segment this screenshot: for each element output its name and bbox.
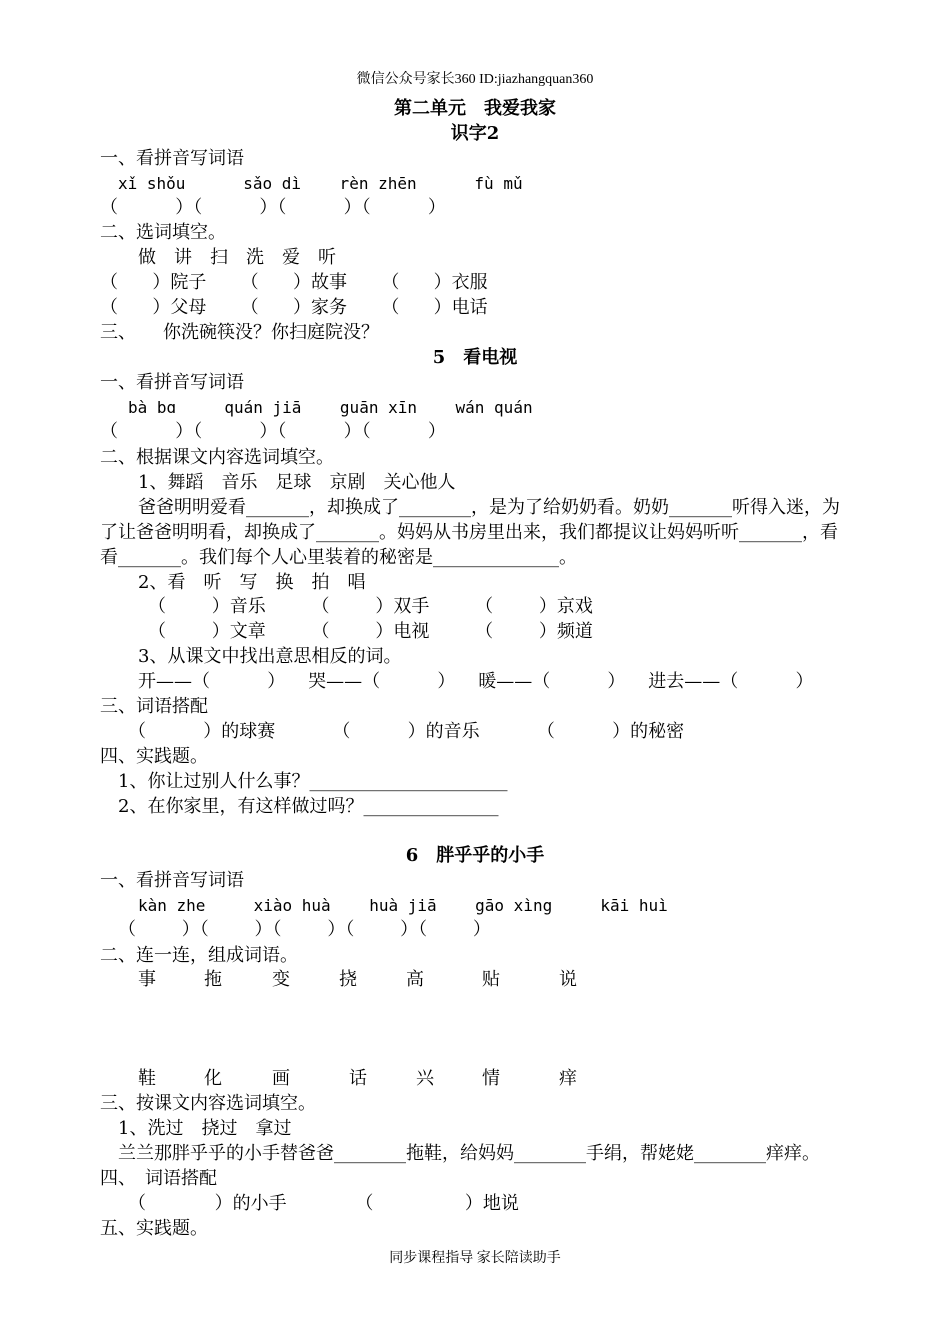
lesson-title-5: 5 看电视 xyxy=(432,347,518,368)
match-char-bottom[interactable]: 鞋 xyxy=(138,1068,156,1089)
match-char-bottom[interactable]: 兴 xyxy=(416,1068,434,1089)
fill-blank-row[interactable]: （ ）父母 （ ）家务 （ ）电话 xyxy=(100,297,488,318)
answer-blanks[interactable]: （ ）（ ）（ ）（ ） xyxy=(100,421,446,442)
fill-blank-row[interactable]: （ ）文章 （ ）电视 （ ）频道 xyxy=(148,621,593,642)
section-heading: 四、实践题。 xyxy=(100,746,208,767)
match-char-bottom[interactable]: 话 xyxy=(349,1068,367,1089)
section-heading: 一、看拼音写词语 xyxy=(100,148,244,169)
passage-line[interactable]: 爸爸明明爱看_______，却换成了________，是为了给奶奶看。奶奶_______听得入迷，为 xyxy=(138,497,840,518)
antonym-row[interactable]: 开——（ ） 哭——（ ） 暖——（ ） 进去——（ ） xyxy=(138,671,814,692)
section-heading: 三、 你洗碗筷没？你扫庭院没？ xyxy=(100,322,379,343)
word-bank: 做 讲 扫 洗 爱 听 xyxy=(138,247,336,268)
match-char-top[interactable]: 拖 xyxy=(204,969,222,990)
section-heading: 二、根据课文内容选词填空。 xyxy=(100,447,334,468)
fill-blank-row[interactable]: （ ）音乐 （ ）双手 （ ）京戏 xyxy=(148,596,593,617)
unit-title: 第二单元 我爱我家 xyxy=(394,98,556,119)
practice-question[interactable]: 2、在你家里，有这样做过吗？_______________ xyxy=(118,796,499,817)
passage-line[interactable]: 了让爸爸明明看，却换成了_______。妈妈从书房里出来，我们都提议让妈妈听听_______，看 xyxy=(100,522,838,543)
section-heading: 五、实践题。 xyxy=(100,1218,208,1239)
sub-question: 3、从课文中找出意思相反的词。 xyxy=(138,646,402,667)
match-char-top[interactable]: 高 xyxy=(406,969,424,990)
answer-blanks[interactable]: （ ）（ ）（ ）（ ）（ ） xyxy=(118,919,491,940)
lesson-title-6: 6 胖乎乎的小手 xyxy=(405,845,545,866)
section-heading: 一、看拼音写词语 xyxy=(100,870,244,891)
section-heading: 一、看拼音写词语 xyxy=(100,372,244,393)
answer-blanks[interactable]: （ ）（ ）（ ）（ ） xyxy=(100,197,446,218)
word-bank: 2、看 听 写 换 拍 唱 xyxy=(138,572,366,593)
section-heading: 三、按课文内容选词填空。 xyxy=(100,1093,316,1114)
match-char-top[interactable]: 说 xyxy=(559,969,577,990)
lesson-title-shizi2: 识字2 xyxy=(450,123,500,144)
section-heading: 二、选词填空。 xyxy=(100,222,226,243)
pinyin-row: xǐ shǒu sǎo dì rèn zhēn fù mǔ xyxy=(118,174,523,193)
match-char-bottom[interactable]: 情 xyxy=(482,1068,500,1089)
match-char-top[interactable]: 挠 xyxy=(339,969,357,990)
match-char-bottom[interactable]: 痒 xyxy=(559,1068,577,1089)
section-heading: 三、词语搭配 xyxy=(100,696,208,717)
section-heading: 二、连一连，组成词语。 xyxy=(100,945,298,966)
passage-line[interactable]: 看_______。我们每个人心里装着的秘密是______________。 xyxy=(100,547,577,568)
page-header: 微信公众号家长360 ID:jiazhangquan360 xyxy=(356,72,594,87)
fill-blank-row[interactable]: （ ）院子 （ ）故事 （ ）衣服 xyxy=(100,272,488,293)
word-match-row[interactable]: （ ）的球赛 （ ）的音乐 （ ）的秘密 xyxy=(128,721,685,742)
word-bank: 1、洗过 挠过 拿过 xyxy=(118,1118,292,1139)
word-bank: 1、舞蹈 音乐 足球 京剧 关心他人 xyxy=(138,472,456,493)
pinyin-row: bà bɑ quán jiā guān xīn wán quán xyxy=(128,398,533,417)
passage-line[interactable]: 兰兰那胖乎乎的小手替爸爸________拖鞋，给妈妈________手绢，帮姥姥________痒痒。 xyxy=(118,1143,820,1164)
page-footer: 同步课程指导 家长陪读助手 xyxy=(389,1251,561,1266)
pinyin-row: kàn zhe xiào huà huà jiā gāo xìng kāi huì xyxy=(138,896,668,915)
match-char-top[interactable]: 事 xyxy=(138,969,156,990)
section-heading: 四、 词语搭配 xyxy=(100,1168,217,1189)
match-char-bottom[interactable]: 化 xyxy=(204,1068,222,1089)
match-char-top[interactable]: 变 xyxy=(272,969,290,990)
practice-question[interactable]: 1、你让过别人什么事？______________________ xyxy=(118,771,508,792)
match-char-bottom[interactable]: 画 xyxy=(272,1068,290,1089)
match-char-top[interactable]: 贴 xyxy=(482,969,500,990)
word-match-row[interactable]: （ ）的小手 （ ）地说 xyxy=(128,1193,519,1214)
